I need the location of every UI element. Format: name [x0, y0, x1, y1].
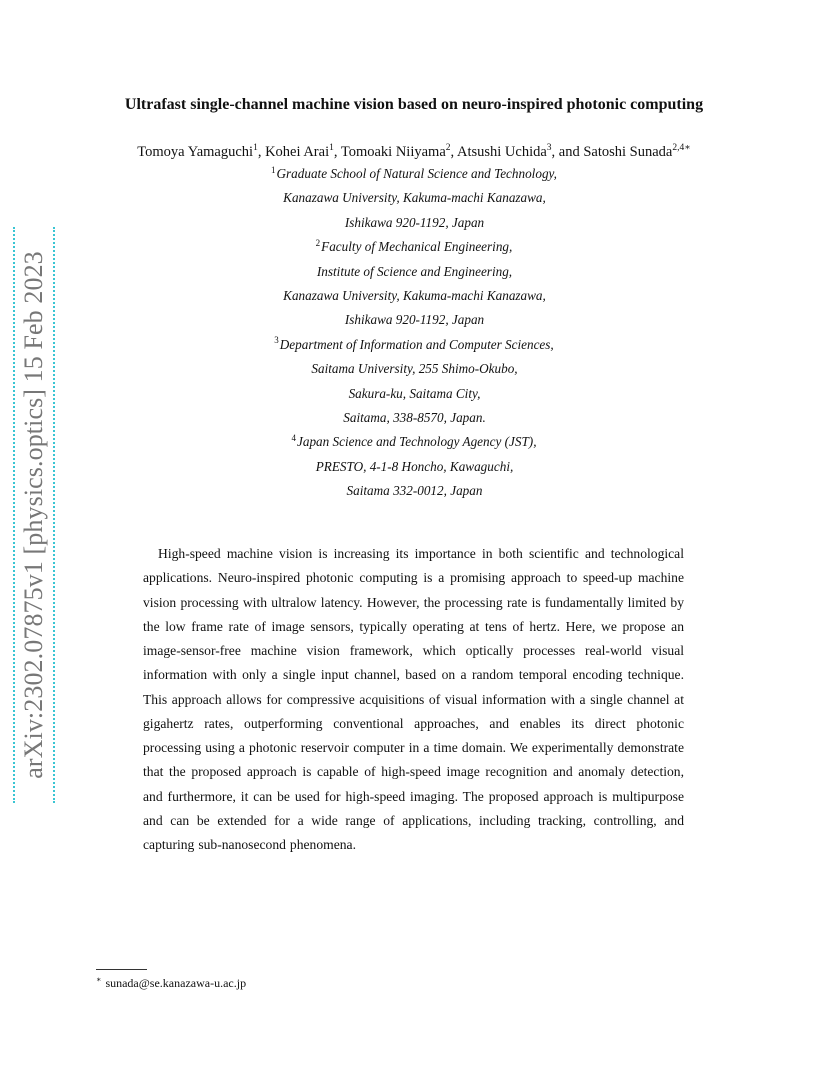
affiliation-list [150, 162, 678, 503]
affiliation-line [150, 186, 678, 210]
affiliation-line [150, 308, 678, 332]
corresponding-email: sunada@se.kanazawa-u.ac.jp [105, 976, 247, 990]
affiliation-line [150, 406, 678, 430]
author-name: Satoshi Sunada [583, 144, 673, 160]
author-separator: , [257, 144, 266, 160]
affiliation-text: Ishikawa 920-1192, Japan [344, 214, 485, 230]
affiliation-text: Faculty of Mechanical Engineering, [321, 239, 513, 255]
affiliation-text: Department of Information and Computer Sciences, [279, 336, 554, 352]
author-separator: , and [551, 144, 584, 160]
affiliation-text: Kanazawa University, Kakuma-machi Kanazawa, [283, 190, 546, 206]
affiliation-text: Saitama, 338-8570, Japan. [343, 409, 486, 425]
author-affiliation-mark: 1 [329, 143, 334, 154]
author-affiliation-mark: 2,4∗ [672, 143, 691, 154]
paper-title: Ultrafast single-channel machine vision based on neuro-inspired photonic computing [124, 96, 704, 113]
author-name: Kohei Arai [265, 144, 330, 160]
affiliation-line [150, 333, 678, 357]
affiliation-mark: 4 [291, 432, 296, 443]
affiliation-text: Sakura-ku, Saitama City, [348, 385, 481, 401]
arxiv-identifier: arXiv:2302.07875v1 [physics.optics] 15 Feb 2023 [19, 251, 48, 779]
author-affiliation-mark: 1 [253, 143, 258, 154]
footnote-mark: ∗ [96, 975, 102, 984]
affiliation-mark: 2 [315, 237, 321, 248]
author-name: Atsushi Uchida [456, 144, 547, 160]
footnote-divider [96, 969, 147, 970]
author-separator: , [333, 144, 341, 160]
affiliation-text: Graduate School of Natural Science and Technology, [276, 166, 557, 181]
author-name: Tomoya Yamaguchi [137, 144, 254, 160]
author-affiliation-mark: 3 [546, 143, 552, 154]
affiliation-text: Kanazawa University, Kakuma-machi Kanazawa, [283, 287, 546, 303]
author-name: Tomoaki Niiyama [340, 144, 446, 160]
affiliation-line [150, 235, 678, 259]
arxiv-side-stamp [13, 227, 55, 803]
affiliation-mark: 1 [271, 164, 276, 175]
affiliation-text: Saitama 332-0012, Japan [346, 483, 483, 499]
affiliation-line [150, 382, 678, 406]
affiliation-mark: 3 [274, 335, 279, 346]
affiliation-line [150, 211, 678, 235]
affiliation-line [150, 357, 678, 381]
author-list [0, 141, 828, 163]
affiliation-line [150, 260, 678, 284]
author-affiliation-mark: 2 [445, 143, 451, 154]
affiliation-line [150, 479, 678, 503]
affiliation-line [150, 430, 678, 454]
affiliation-text: Japan Science and Technology Agency (JST), [297, 434, 537, 450]
footnote [96, 975, 246, 991]
affiliation-line [150, 284, 678, 308]
affiliation-text: Institute of Science and Engineering, [316, 263, 513, 279]
affiliation-text: Saitama University, 255 Shimo-Okubo, [311, 361, 518, 377]
author-separator: , [450, 144, 457, 160]
abstract-paragraph: High-speed machine vision is increasing its importance in both scientific and technological applications. Neuro-inspired photonic computing is a promising approach to speed-up machine vision processing with ultralow latency. However, the processing rate is fundamentally limited by the low frame rate of image sensors, typically operating at tens of hertz. Here, we propose an image-sensor-free machine vision framework, which optically processes real-world visual information with only a single input channel, based on a random temporal encoding technique. This approach allows for compressive acquisitions of visual information with a single channel at gigahertz rates, outperforming conventional approaches, and enables its direct photonic processing using a photonic reservoir computer in a time domain. We experimentally demonstrate that the proposed approach is capable of high-speed image recognition and anomaly detection, and furthermore, it can be used for high-speed imaging. The proposed approach is multipurpose and can be extended for a wide range of applications, including tracking, controlling, and capturing sub-nanosecond phenomena. [143, 546, 684, 853]
affiliation-text: PRESTO, 4-1-8 Honcho, Kawaguchi, [315, 458, 514, 474]
affiliation-line [150, 162, 678, 186]
affiliation-text: Ishikawa 920-1192, Japan [344, 312, 485, 328]
affiliation-line [150, 455, 678, 479]
